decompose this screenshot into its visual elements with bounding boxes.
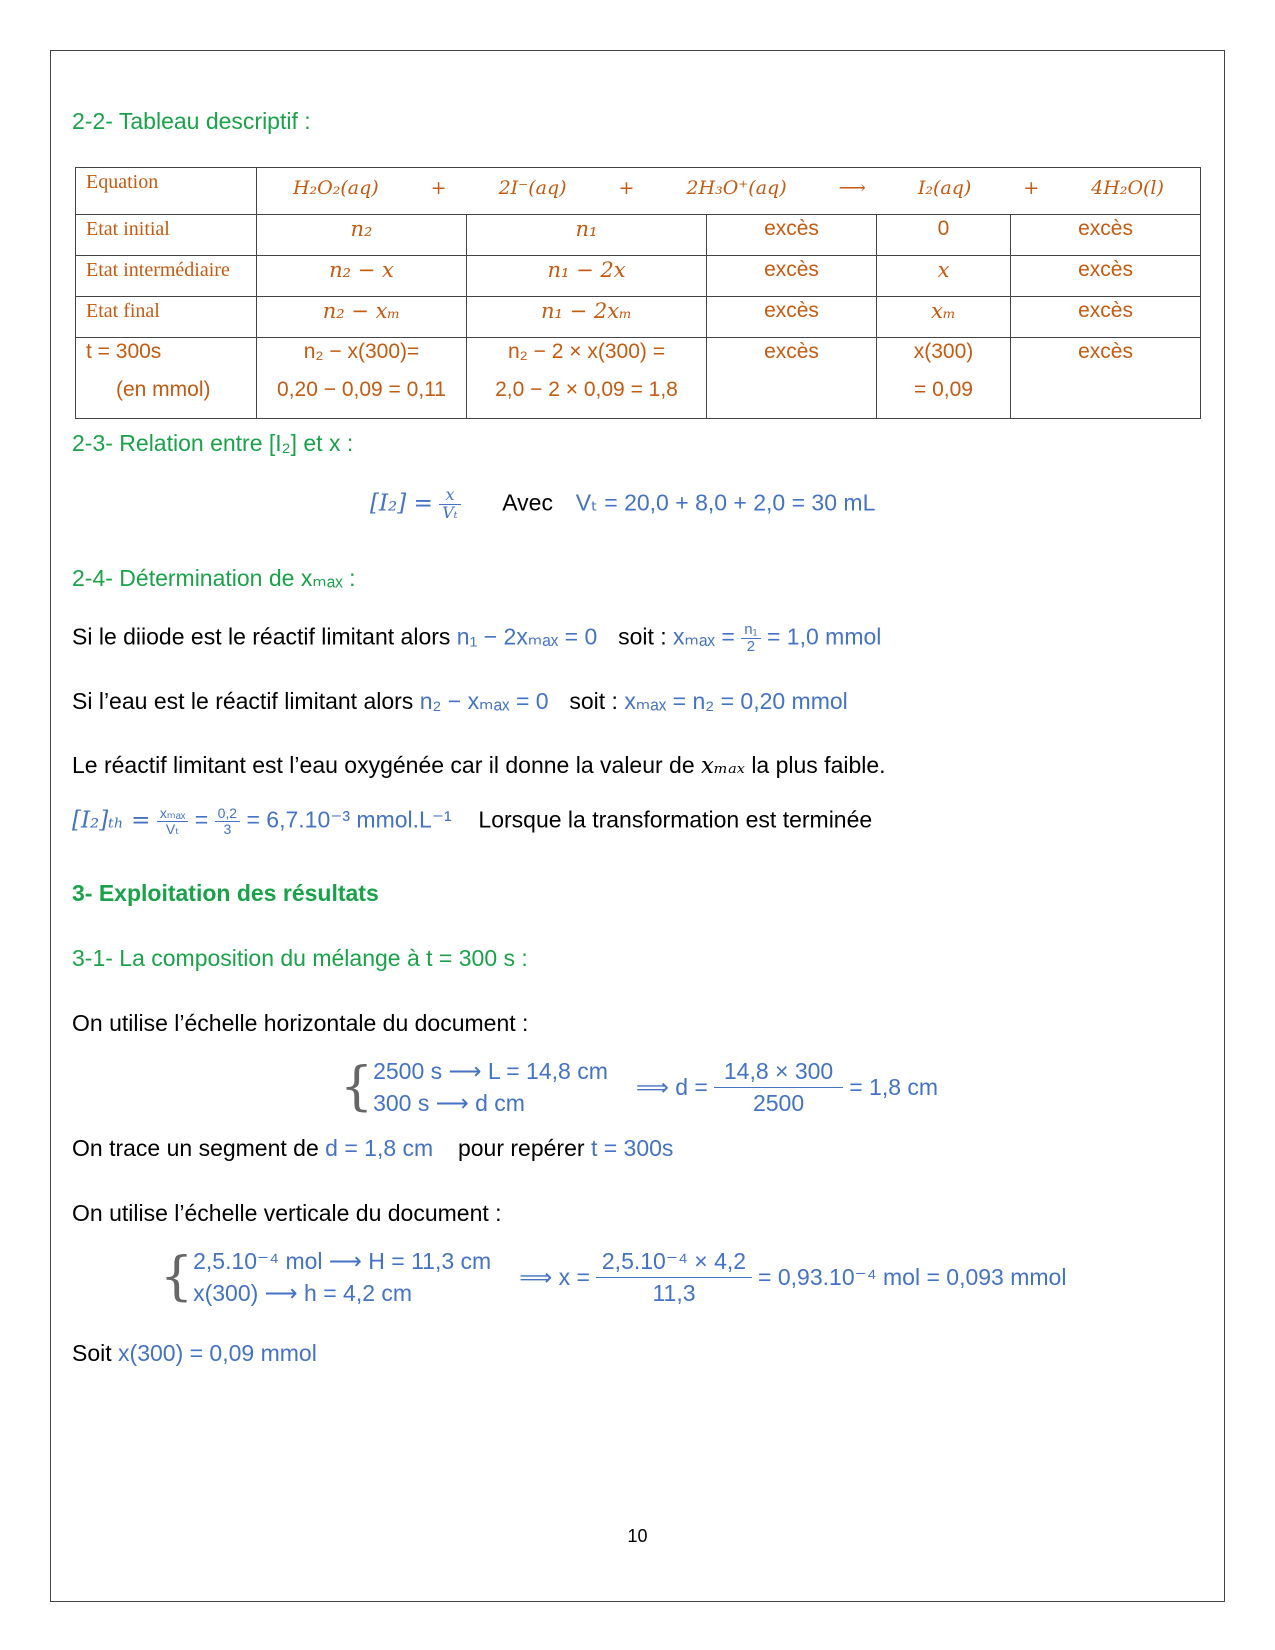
- equation-term: 2I⁻(aq): [498, 177, 567, 199]
- equation: = 6,7.10⁻³ mmol.L⁻¹: [246, 806, 452, 833]
- cell-line: n₂ − x(300)=: [303, 340, 420, 363]
- table-cell: excès: [1011, 297, 1201, 338]
- row-label-line: (en mmol): [116, 378, 211, 401]
- text: Si l’eau est le réactif limitant alors: [72, 688, 414, 714]
- text: Le réactif limitant est l’eau oxygénée car il donne la valeur de: [72, 752, 695, 778]
- paragraph-diiode: [72, 622, 881, 655]
- brace-icon: {: [340, 1057, 374, 1117]
- fraction: [215, 806, 240, 836]
- heading-2-3: 2-3- Relation entre [I₂] et x :: [72, 430, 354, 456]
- table-cell: excès: [1011, 338, 1201, 419]
- reaction-equation: [267, 168, 1190, 202]
- equation: [I₂]ₜₕ =: [72, 807, 151, 834]
- paragraph-horizontal: On utilise l’échelle horizontale du document :: [72, 1010, 529, 1036]
- variable: xₘₐₓ: [701, 753, 745, 779]
- paragraph-vertical: On utilise l’échelle verticale du document :: [72, 1200, 502, 1226]
- row-label-line: t = 300s: [86, 340, 162, 363]
- brace-icon: {: [160, 1247, 194, 1307]
- fraction: [439, 487, 461, 522]
- equation-term: H₂O₂(aq): [292, 177, 379, 199]
- paragraph-eau: [72, 688, 848, 715]
- heading-2-4: 2-4- Détermination de xₘₐₓ :: [72, 565, 356, 591]
- table-cell: excès: [707, 256, 877, 297]
- relation-formula: [370, 487, 875, 522]
- fraction-num: 14,8 × 300: [714, 1059, 843, 1087]
- fraction-den: Vₜ: [165, 820, 180, 837]
- table-row: [76, 215, 1201, 256]
- fraction: [596, 1249, 752, 1304]
- row-label: Etat final: [76, 297, 257, 338]
- table-cell: n₁ − 2x: [467, 256, 707, 297]
- implication: ⟹ d =: [635, 1073, 708, 1100]
- equation: x(300) = 0,09 mmol: [118, 1340, 317, 1366]
- equation: =: [194, 806, 209, 833]
- text: Soit: [72, 1340, 112, 1366]
- paragraph-limitant: [72, 752, 886, 779]
- fraction: [741, 622, 760, 655]
- equation-term: +: [618, 177, 635, 199]
- table-row: [76, 297, 1201, 338]
- fraction: [157, 806, 189, 836]
- fraction-num: x: [439, 487, 461, 505]
- table-cell: excès: [707, 338, 877, 419]
- table-cell: n₁: [467, 215, 707, 256]
- table-cell: [877, 338, 1011, 419]
- table-cell: excès: [1011, 256, 1201, 297]
- equation: d = 1,8 cm: [325, 1135, 434, 1161]
- row-label: Etat intermédiaire: [76, 256, 257, 297]
- result: = 1,8 cm: [849, 1073, 939, 1100]
- text: pour repérer: [457, 1135, 585, 1161]
- equation-term: ⟶: [838, 177, 866, 199]
- table-cell: 0: [877, 215, 1011, 256]
- equation: xₘₐₓ =: [673, 623, 735, 650]
- equation-term: +: [1023, 177, 1040, 199]
- fraction-num: 0,2: [215, 806, 240, 822]
- paragraph-segment: [72, 1135, 673, 1162]
- fraction-den: 2500: [752, 1089, 805, 1116]
- table-cell: [467, 338, 707, 419]
- system-line: 2500 s ⟶ L = 14,8 cm: [373, 1058, 608, 1084]
- table-row: [76, 338, 1201, 419]
- fraction-den: 2: [746, 637, 756, 655]
- equation-term: 4H₂O(l): [1091, 177, 1164, 199]
- cell-line: n₂ − 2 × x(300) =: [508, 340, 665, 363]
- fraction-den: 11,3: [652, 1279, 696, 1306]
- heading-3: 3- Exploitation des résultats: [72, 880, 379, 906]
- page-number: 10: [627, 1526, 648, 1546]
- equation: xₘₐₓ = n₂ = 0,20 mmol: [624, 688, 848, 714]
- text: soit :: [569, 688, 618, 714]
- text: la plus faible.: [751, 752, 886, 778]
- equation-term: +: [430, 177, 447, 199]
- table-cell: n₂ − xₘ: [257, 297, 467, 338]
- avec-label: Avec: [502, 489, 553, 516]
- system-vertical: [160, 1245, 1066, 1309]
- table-cell: excès: [1011, 215, 1201, 256]
- fraction-den: 3: [223, 820, 232, 837]
- row-label: Etat initial: [76, 215, 257, 256]
- table-cell: x: [877, 256, 1011, 297]
- row-label: [76, 338, 257, 419]
- relation-lhs: [I₂] =: [370, 490, 433, 517]
- cell-line: 0,20 − 0,09 = 0,11: [277, 378, 446, 401]
- cell-line: 2,0 − 2 × 0,09 = 1,8: [495, 378, 678, 401]
- text: Si le diiode est le réactif limitant alors: [72, 623, 451, 650]
- equation-term: 2H₃O⁺(aq): [686, 177, 787, 199]
- text: Lorsque la transformation est terminée: [478, 806, 873, 833]
- paragraph-i2th: [72, 806, 872, 836]
- table-cell: [257, 338, 467, 419]
- equation-term: I₂(aq): [917, 177, 972, 199]
- equation: n₁ − 2xₘₐₓ = 0: [456, 623, 598, 650]
- table-row-equation: [76, 168, 1201, 215]
- table-row: [76, 256, 1201, 297]
- table-cell: excès: [707, 297, 877, 338]
- vt-expression: Vₜ = 20,0 + 8,0 + 2,0 = 30 mL: [575, 489, 876, 516]
- cell-line: x(300): [913, 340, 974, 363]
- descriptive-table: [75, 167, 1201, 419]
- equation: = 1,0 mmol: [766, 623, 882, 650]
- table-cell: xₘ: [877, 297, 1011, 338]
- fraction: [714, 1059, 843, 1114]
- table-cell: n₂ − x: [257, 256, 467, 297]
- text: On trace un segment de: [72, 1135, 319, 1161]
- fraction-den: Vₜ: [442, 502, 458, 522]
- text: soit :: [618, 623, 667, 650]
- table-cell: n₁ − 2xₘ: [467, 297, 707, 338]
- fraction-num: 2,5.10⁻⁴ × 4,2: [596, 1249, 752, 1277]
- fraction-num: xₘₐₓ: [157, 806, 189, 822]
- equation: n₂ − xₘₐₓ = 0: [419, 688, 549, 714]
- heading-2-2: 2-2- Tableau descriptif :: [72, 108, 311, 134]
- equation: t = 300s: [590, 1135, 674, 1161]
- cell-line: = 0,09: [914, 378, 973, 401]
- table-cell: n₂: [257, 215, 467, 256]
- system-line: 300 s ⟶ d cm: [373, 1090, 525, 1116]
- paragraph-soit: [72, 1340, 317, 1367]
- equation-cell: [257, 168, 1201, 215]
- result: = 0,93.10⁻⁴ mol = 0,093 mmol: [758, 1263, 1067, 1290]
- system-line: 2,5.10⁻⁴ mol ⟶ H = 11,3 cm: [193, 1248, 492, 1274]
- heading-3-1: 3-1- La composition du mélange à t = 300 s :: [72, 945, 528, 971]
- system-line: x(300) ⟶ h = 4,2 cm: [193, 1280, 413, 1306]
- fraction-num: n₁: [741, 622, 760, 639]
- system-horizontal: [340, 1055, 938, 1119]
- table-cell: excès: [707, 215, 877, 256]
- equation-label: Equation: [76, 168, 257, 215]
- implication: ⟹ x =: [519, 1263, 590, 1290]
